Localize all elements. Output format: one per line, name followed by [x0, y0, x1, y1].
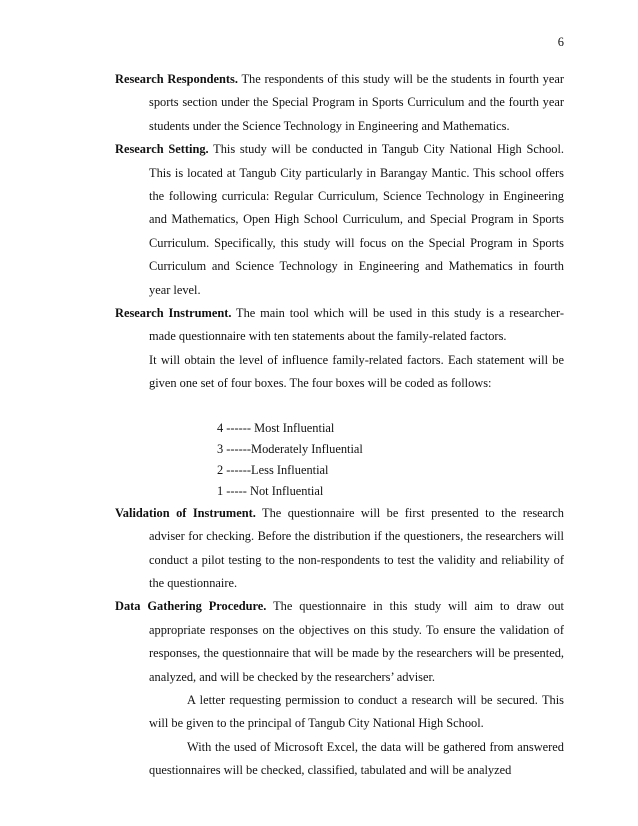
validation-paragraph [115, 502, 564, 596]
scale-item-3: 3 ------Moderately Influential [217, 441, 363, 456]
research-instrument-heading: Research Instrument. [115, 306, 232, 321]
research-instrument-text-2: It will obtain the level of influence family-related factors. Each statement will be given one set of four boxes. The four boxes will be coded as follows: [149, 352, 564, 391]
page-number: 6 [557, 35, 564, 49]
research-respondents-text: The respondents of this study will be the students in fourth year sports section under the Special Program in Sports Curriculum and the fourth year students under the Science Technology in Engineering and Mathematics. [149, 72, 565, 133]
scale-item-4: 4 ------ Most Influential [217, 420, 335, 435]
coding-scale [115, 418, 564, 502]
data-gathering-text: The questionnaire in this study will aim to draw out appropriate responses on the objectives on this study. To ensure the validation of responses, the questionnaire that will be made by the researchers will be presented, analyzed, and will be checked by the researchers’ adviser. [149, 599, 564, 684]
research-instrument-text: The main tool which will be used in this study is a researcher-made questionnaire with ten statements about the family-related factors. [149, 306, 565, 344]
scale-item-2: 2 ------Less Influential [217, 462, 329, 477]
scale-item-1: 1 ----- Not Influential [217, 483, 324, 498]
data-gathering-paragraph [115, 595, 564, 689]
research-instrument-paragraph [115, 302, 564, 349]
data-gathering-text-2: A letter requesting permission to conduct a research will be secured. This will be given to the principal of Tangub City National High School. [149, 692, 564, 731]
data-gathering-text-3: With the used of Microsoft Excel, the data will be gathered from answered questionnaires will be checked, classified, tabulated and will be analyzed [149, 739, 564, 778]
data-gathering-heading: Data Gathering Procedure. [115, 599, 267, 614]
validation-heading: Validation of Instrument. [115, 505, 256, 520]
research-setting-heading: Research Setting. [115, 142, 209, 157]
research-setting-paragraph [115, 138, 564, 302]
research-setting-text: This study will be conducted in Tangub City National High School. This is located at Tangub City particularly in Barangay Mantic. This school offers the following curricula: Regular Curriculum, Science Technology in Engineering and Mathematics, Open High School Curriculum, and Special Program in Sports Curriculum. Specifically, this study will focus on the Special Program in Sports Curriculum and Science Technology in Engineering and Mathematics in fourth year level. [149, 142, 564, 297]
research-respondents-paragraph [115, 68, 564, 138]
validation-text: The questionnaire will be first presented to the research adviser for checking. Before the distribution if the questioners, the researchers will conduct a pilot testing to the non-respondents to test the validity and reliability of the questionnaire. [149, 505, 565, 590]
research-respondents-heading: Research Respondents. [115, 72, 238, 86]
